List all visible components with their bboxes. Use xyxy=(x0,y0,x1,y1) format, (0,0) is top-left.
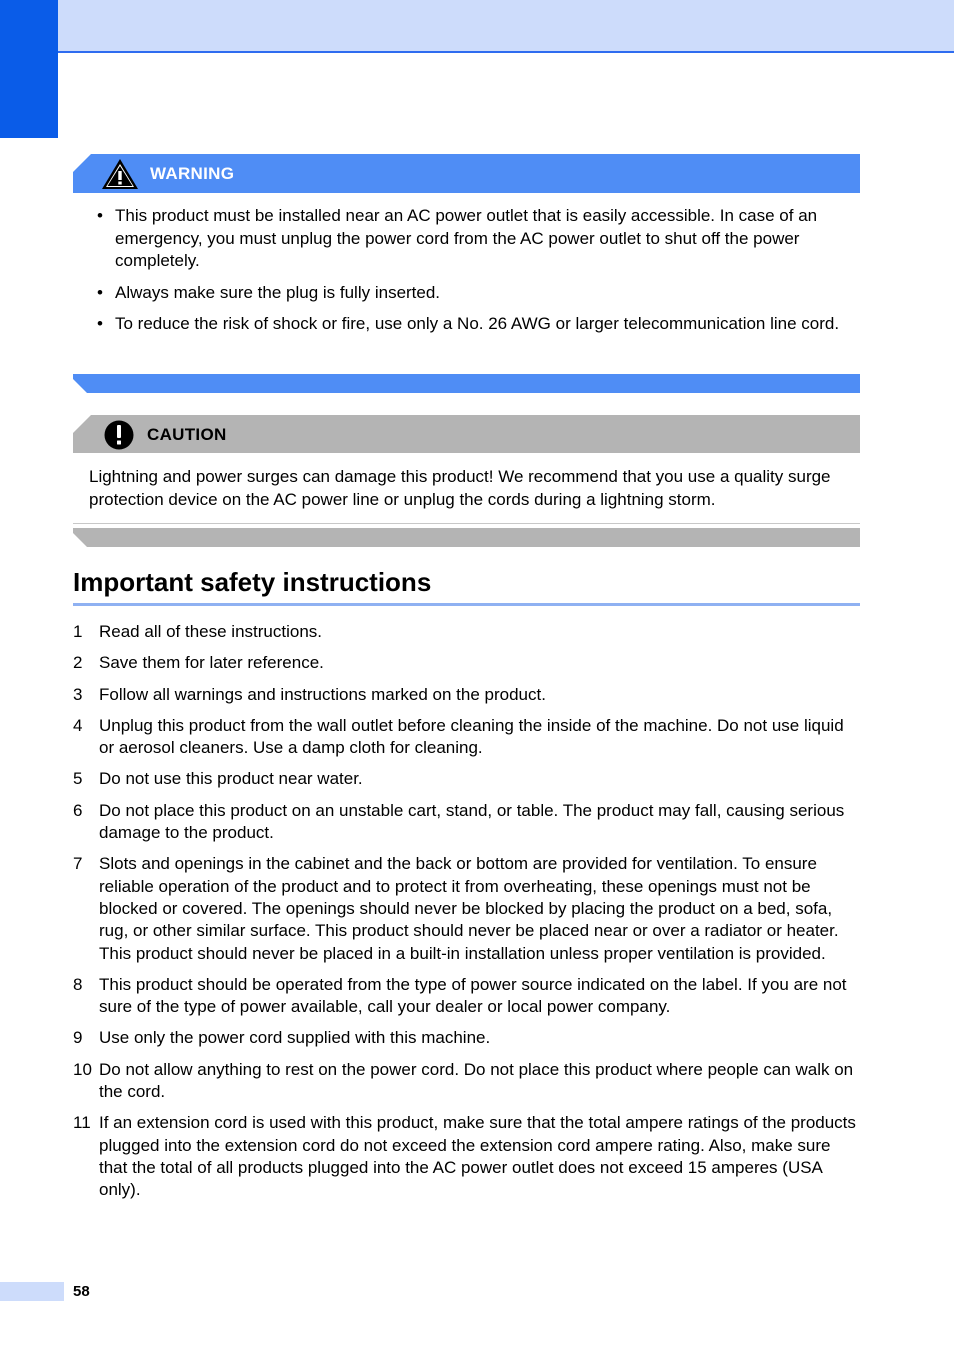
item-text: If an extension cord is used with this product, make sure that the total ampere ratings of the products plugged into the extension cord do not exceed the extension cord ampere rating. Also, make sure that the total of all products plugged into the AC power outlet does not exceed 15 amperes (USA only). xyxy=(99,1113,856,1200)
section-title: Important safety instructions xyxy=(73,567,432,597)
bullet: • xyxy=(97,206,103,225)
item-text: Slots and openings in the cabinet and the back or bottom are provided for ventilation. To ensure reliable operation of the product and to protect it from overheating, these openings must not be blocked or covered. The openings should never be blocked by placing the product on a bed, sofa, rug, or other similar surface. This product should never be placed near or over a radiator or heater. This product should never be placed in a built-in installation unless proper ventilation is provided. xyxy=(99,854,839,963)
list-item xyxy=(73,1112,860,1201)
list-item xyxy=(73,853,860,964)
caution-title: CAUTION xyxy=(147,425,227,444)
page-number-tab xyxy=(0,1282,64,1301)
item-number: 11 xyxy=(73,1113,91,1133)
bullet: • xyxy=(97,314,103,333)
caution-exclamation-icon xyxy=(104,420,134,450)
header-band xyxy=(58,0,954,53)
list-item xyxy=(73,800,860,845)
item-text: Do not place this product on an unstable cart, stand, or table. The product may fall, causing serious damage to the product. xyxy=(99,800,845,843)
item-text: Do not allow anything to rest on the power cord. Do not place this product where people can walk on the cord. xyxy=(99,1059,854,1102)
item-text: Save them for later reference. xyxy=(99,653,324,673)
list-item xyxy=(73,621,860,643)
list-item xyxy=(73,652,860,674)
item-number: 7 xyxy=(73,854,83,874)
item-text: This product should be operated from the type of power source indicated on the label. If you are not sure of the type of power available, call your dealer or local power company. xyxy=(99,974,847,1017)
list-item xyxy=(73,974,860,1019)
warning-item xyxy=(95,205,860,273)
warning-item-text: Always make sure the plug is fully inserted. xyxy=(115,282,441,302)
item-number: 8 xyxy=(73,974,83,994)
item-text: Unplug this product from the wall outlet before cleaning the inside of the machine. Do not use liquid or aerosol cleaners. Use a damp cloth for cleaning. xyxy=(99,715,844,758)
item-number: 9 xyxy=(73,1028,83,1048)
item-text: Follow all warnings and instructions marked on the product. xyxy=(99,684,546,704)
chapter-tab xyxy=(0,0,58,138)
warning-item xyxy=(95,282,860,305)
item-text: Do not use this product near water. xyxy=(99,769,363,789)
warning-triangle-icon xyxy=(101,158,139,190)
warning-item-text: This product must be installed near an AC power outlet that is easily accessible. In case of an emergency, you must unplug the power cord from the AC power outlet to shut off the power completely. xyxy=(115,206,818,270)
section-underline xyxy=(73,603,860,606)
warning-footer-bar xyxy=(73,374,860,393)
caution-text: Lightning and power surges can damage this product! We recommend that you use a quality surge protection device on the AC power line or unplug the cords during a lightning storm. xyxy=(89,467,831,509)
bullet: • xyxy=(97,282,103,302)
warning-list xyxy=(95,205,860,345)
item-number: 2 xyxy=(73,653,83,673)
list-item xyxy=(73,1059,860,1104)
item-text: Read all of these instructions. xyxy=(99,622,323,641)
warning-item xyxy=(95,313,860,336)
list-item xyxy=(73,768,860,790)
item-number: 3 xyxy=(73,684,83,704)
instruction-list xyxy=(73,621,860,1211)
item-number: 5 xyxy=(73,769,83,789)
item-number: 10 xyxy=(73,1059,92,1079)
warning-item-text: To reduce the risk of shock or fire, use only a No. 26 AWG or larger telecommunication line cord. xyxy=(115,314,840,333)
caution-footer-bar xyxy=(73,528,860,547)
page-number: 58 xyxy=(73,1283,90,1300)
list-item xyxy=(73,715,860,760)
list-item xyxy=(73,1027,860,1049)
caution-divider xyxy=(73,523,860,524)
item-number: 1 xyxy=(73,622,83,641)
item-number: 6 xyxy=(73,800,83,820)
item-number: 4 xyxy=(73,715,83,735)
item-text: Use only the power cord supplied with this machine. xyxy=(99,1028,491,1048)
warning-title: WARNING xyxy=(150,164,235,183)
list-item xyxy=(73,684,860,706)
